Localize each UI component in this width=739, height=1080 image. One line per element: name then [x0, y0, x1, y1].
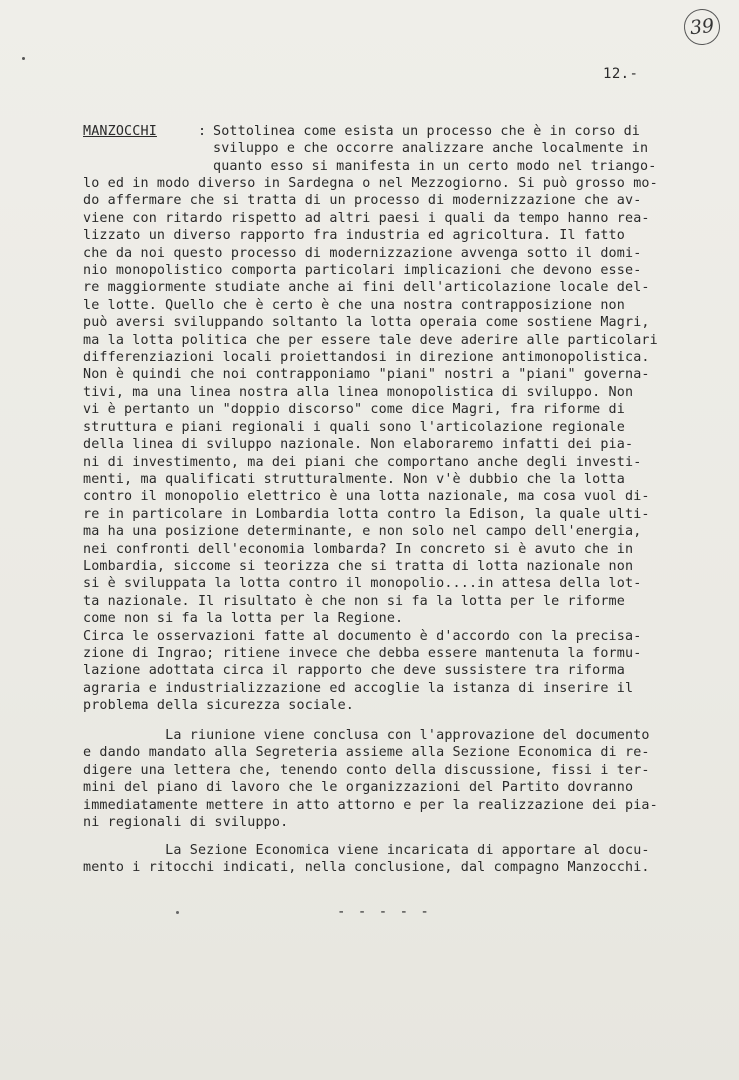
ink-speck — [176, 911, 179, 914]
page-number: 12.- — [603, 66, 639, 82]
conclusion-paragraph-1: La riunione viene conclusa con l'approvazione del documento e dando mandato alla Segreteria assieme alla Sezione Economica di re- digere una lettera che, tenendo conto della discussione, fissi i ter- mini del piano di lavoro che le organizzazioni del Partito dovranno immediatamente mettere in atto attorno e per la realizzazione dei pia- ni regionali di sviluppo. — [83, 728, 658, 831]
speaker-separator: : — [198, 124, 207, 139]
speaker-name: MANZOCCHI — [83, 124, 157, 139]
conclusion-paragraph-2: La Sezione Economica viene incaricata di apportare al docu- mento i ritocchi indicati, nella conclusione, dal compagno Manzocchi. — [83, 843, 650, 876]
main-paragraph: lo ed in modo diverso in Sardegna o nel Mezzogiorno. Si può grosso mo- do affermare che si tratta di un processo di modernizzazione che av- viene con ritardo rispetto ad altri paesi i quali da tempo hanno rea- lizzato un diverso rapporto fra industria ed agricoltura. Il fatto che da noi questo processo di modernizzazione avvenga sotto il domi- nio monopolistico comporta particolari implicazioni che devono esse- re maggiormente studiate anche ai fini dell'articolazione locale del- le lotte. Quello che è certo è che una nostra contrapposizione non può aversi sviluppando soltanto la lotta operaia come sostiene Magri, ma la lotta politica che per essere tale deve aderire alle particolari differenziazioni locali proiettandosi in direzione antimonopolistica. Non è quindi che noi contrapponiamo "piani" nostri a "piani" governa- tivi, ma una linea nostra alla linea monopolistica di sviluppo. Non vi è pertanto un "doppio discorso" come dice Magri, fra riforme di struttura e piani regionali i quali sono l'articolazione regionale della linea di sviluppo nazionale. Non elaboraremo infatti dei pia- ni di investimento, ma dei piani che comportano anche degli investi- menti, ma qualificati strutturalmente. Non v'è dubbio che la lotta contro il monopolio elettrico è una lotta nazionale, ma cosa vuol di- re in particolare in Lombardia lotta contro la Edison, la quale ulti- ma ha una posizione determinante, e non solo nel campo dell'energia, nei confronti dell'economia lombarda? In concreto si è avuto che in Lombardia, siccome si teorizza che si tratta di lotta nazionale non si è sviluppata la lotta contro il monopolio....in attesa della lot- ta nazionale. Il risultato è che non si fa la lotta per le riforme come non si fa la lotta per la Regione. Circa le osservazioni fatte al documento è d'accordo con la precisa- zione di Ingrao; ritiene invece che debba essere mantenuta la formu- lazione adottata circa il rapporto che deve sussistere tra riforma agraria e industrializzazione ed accoglie la istanza di inserire il problema della sicurezza sociale. — [83, 176, 658, 714]
ink-speck — [22, 57, 25, 60]
intro-paragraph: Sottolinea come esista un processo che è in corso di sviluppo e che occorre analizzare anche localmente in quanto esso si manifesta in un certo modo nel triango- — [213, 124, 657, 174]
section-divider: - - - - - — [337, 904, 431, 920]
archive-stamp: 39 — [682, 7, 722, 47]
